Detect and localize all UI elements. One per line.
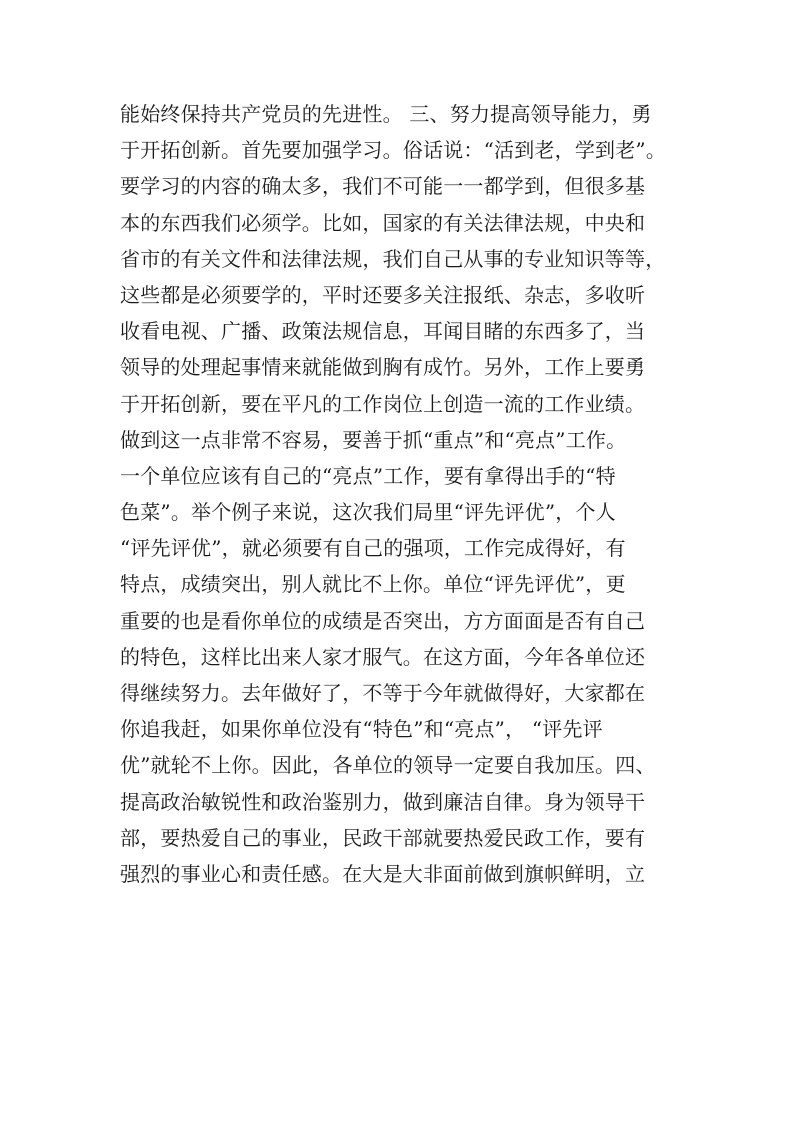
text-line: 特点，成绩突出，别人就比不上你。单位“评先评优”，更 <box>120 572 626 597</box>
text-line: 得继续努力。去年做好了，不等于今年就做得好，大家都在 <box>120 681 646 705</box>
text-line: 提高政治敏锐性和政治鉴别力，做到廉洁自律。身为领导干 <box>120 789 646 814</box>
text-line: 优”就轮不上你。因此，各单位的领导一定要自我加压。四、 <box>120 753 656 778</box>
text-line: 省市的有关文件和法律法规，我们自己从事的专业知识等等， <box>120 246 666 271</box>
text-line: 本的东西我们必须学。比如，国家的有关法律法规，中央和 <box>120 210 646 235</box>
text-line: 要学习的内容的确太多，我们不可能一一都学到，但很多基 <box>120 174 646 199</box>
text-line: 一个单位应该有自己的“亮点”工作，要有拿得出手的“特 <box>120 463 616 488</box>
text-line: 部，要热爱自己的事业，民政干部就要热爱民政工作，要有 <box>120 825 646 850</box>
body-text <box>120 96 680 892</box>
text-line: 重要的也是看你单位的成绩是否突出，方方面面是否有自己 <box>120 608 646 633</box>
text-line: 收看电视、广播、政策法规信息，耳闻目睹的东西多了，当 <box>120 319 646 344</box>
text-line: “评先评优”，就必须要有自己的强项，工作完成得好，有 <box>120 536 626 561</box>
text-line: 色菜”。举个例子来说，这次我们局里“评先评优”，个人 <box>120 500 616 525</box>
text-line: 于开拓创新，要在平凡的工作岗位上创造一流的工作业绩。 <box>120 391 646 416</box>
text-line: 于开拓创新。首先要加强学习。俗话说：“活到老，学到老”。 <box>120 138 667 163</box>
text-line: 强烈的事业心和责任感。在大是大非面前做到旗帜鲜明，立 <box>120 861 646 886</box>
text-line: 做到这一点非常不容易，要善于抓“重点”和“亮点”工作。 <box>120 427 627 452</box>
text-line: 你追我赶，如果你单位没有“特色”和“亮点”， “评先评 <box>120 717 603 742</box>
text-line: 领导的处理起事情来就能做到胸有成竹。另外，工作上要勇 <box>120 355 646 380</box>
text-line: 的特色，这样比出来人家才服气。在这方面，今年各单位还 <box>120 644 646 669</box>
text-line: 这些都是必须要学的，平时还要多关注报纸、杂志，多收听 <box>120 282 646 307</box>
text-line: 能始终保持共产党员的先进性。 三、努力提高领导能力，勇 <box>120 102 652 126</box>
